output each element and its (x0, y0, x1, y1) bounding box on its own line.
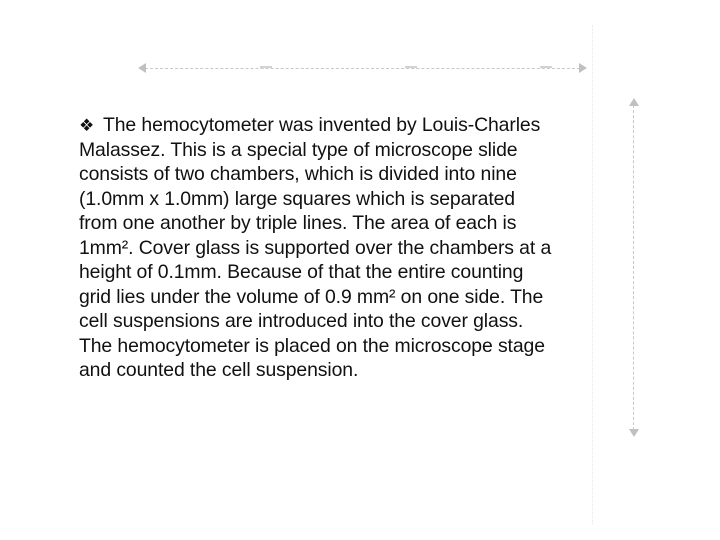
arrow-down-icon (629, 429, 639, 437)
text-line (79, 113, 639, 138)
arrow-left-icon (138, 63, 146, 73)
diamond-bullet-icon: ❖ (79, 116, 95, 135)
text-line: (1.0mm x 1.0mm) large squares which is separated (79, 187, 515, 210)
guide-tick (405, 66, 417, 68)
guide-tick (540, 66, 552, 68)
arrow-up-icon (629, 98, 639, 106)
arrow-right-icon (579, 63, 587, 73)
bullet-paragraph (79, 113, 639, 383)
text-line: Malassez. This is a special type of microscope slide (79, 138, 518, 161)
text-line: grid lies under the volume of 0.9 mm² on one side. The (79, 285, 544, 308)
text-line: consists of two chambers, which is divided into nine (79, 163, 517, 185)
text-line-content: The hemocytometer was invented by Louis-Charles (103, 114, 541, 136)
text-line: from one another by triple lines. The area of each is (79, 212, 517, 234)
text-line: 1mm². Cover glass is supported over the chambers at a (79, 236, 552, 259)
text-line: The hemocytometer is placed on the microscope stage (79, 334, 545, 357)
text-line: cell suspensions are introduced into the cover glass. (79, 310, 524, 332)
guide-tick (260, 66, 272, 68)
text-line: and counted the cell suspension. (79, 359, 359, 381)
horizontal-measure-guide (140, 68, 585, 69)
text-line: height of 0.1mm. Because of that the entire counting (79, 261, 524, 283)
